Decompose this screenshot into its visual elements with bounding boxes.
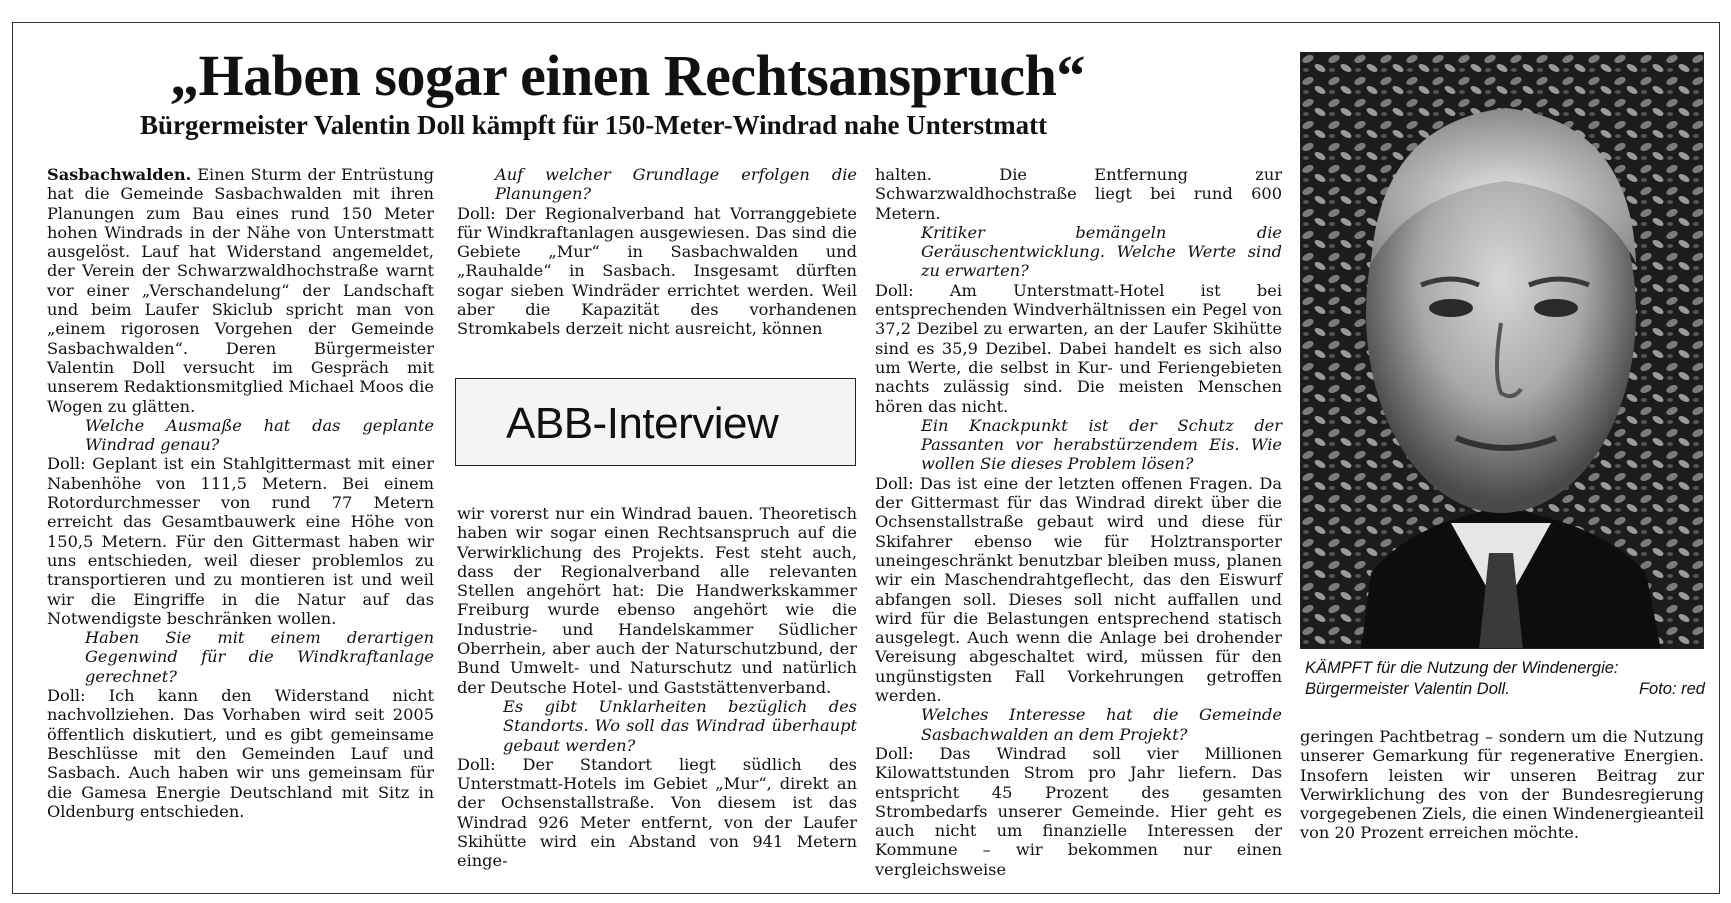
portrait-photo	[1300, 52, 1704, 649]
article-column-3	[875, 165, 1282, 879]
interview-question: Auf welcher Grundlage erfolgen die Planungen?	[495, 165, 857, 204]
interview-question: Haben Sie mit einem derartigen Gegenwind für die Windkraftanlage gerechnet?	[85, 628, 434, 686]
article-column-2-top	[457, 165, 857, 339]
interview-question: Welches Interesse hat die Gemeinde Sasbachwalden an dem Projekt?	[921, 705, 1282, 744]
interview-question: Welche Ausmaße hat das geplante Windrad genau?	[85, 415, 434, 455]
article-subheadline: Bürgermeister Valentin Doll kämpft für 150-Meter-Windrad nahe Unterstmatt	[140, 110, 1048, 140]
article-headline: „Haben sogar einen Rechtsanspruch“	[170, 43, 1085, 108]
portrait-photo-icon	[1301, 53, 1704, 649]
article-column-2-bottom	[457, 504, 857, 871]
interview-answer: Doll: Der Regionalverband hat Vorranggebiete für Windkraftanlagen ausgewiesen. Das sind die Gebiete „Mur“ in Sasbachwalden und „Rauhalde“ in Sasbach. Insgesamt dürften sogar sieben Windräder errichtet werden. Weil aber die Kapazität des vorhandenen Stromkabels derzeit nicht ausreicht, können	[457, 203, 857, 339]
article-column-4	[1300, 727, 1704, 843]
interview-answer: Doll: Das ist eine der letzten offenen Fragen. Da der Gittermast für das Windrad direkt über die Ochsenstallstraße gebaut wird und diese für Skifahrer ebenso wie für Holztransporter uneingeschränkt benutzbar bleiben muss, planen wir ein Maschendrahtgeflecht, das den Eiswurf abfangen soll. Dieses soll nicht auffallen und wird für die Belastungen entsprechend statisch ausgelegt. Auch wenn die Anlage bei drohender Vereisung abgeschaltet wird, müssen für den ungünstigsten Fall Vorkehrungen getroffen werden.	[875, 473, 1282, 706]
dateline: Sasbachwalden.	[47, 165, 192, 184]
interview-answer: Doll: Geplant ist ein Stahlgittermast mit einer Nabenhöhe von 111,5 Metern. Bei einem Rotordurchmesser von rund 77 Metern erreicht das Gesamtbauwerk eine Höhe von 150,5 Metern. Für den Gittermast haben wir uns entschieden, weil dieser problemlos zu transportieren und zu montieren ist und weil wir die Eingriffe in die Natur auf das Notwendigste beschränken wollen.	[47, 454, 434, 628]
interview-answer: Doll: Der Standort liegt südlich des Unterstmatt-Hotels im Gebiet „Mur“, direkt an der Ochsenstallstraße. Von diesem ist das Windrad 926 Meter entfernt, von der Laufer Skihütte wird ein Abstand von 941 Metern einge-	[457, 754, 857, 871]
interview-answer: Doll: Am Unterstmatt-Hotel ist bei entsprechenden Windverhältnissen ein Pegel von 37,2 Dezibel zu erwarten, an der Laufer Skihütte sind es 35,9 Dezibel. Dabei handelt es sich also um Werte, die selbst in Kur- und Feriengebieten nachts zulässig sind. Die meisten Menschen hören das nicht.	[875, 280, 1282, 416]
photo-caption	[1305, 658, 1705, 700]
interview-answer: halten. Die Entfernung zur Schwarzwaldhochstraße liegt bei rund 600 Metern.	[875, 165, 1282, 223]
interview-answer: geringen Pachtbetrag – sondern um die Nutzung unserer Gemarkung für regenerative Energien. Insofern leisten wir unseren Beitrag zur Verwirklichung des von der Bundesregierung vorgegebenen Ziels, die einen Windenergieanteil von 20 Prozent erreichen möchte.	[1300, 727, 1704, 843]
article-column-1	[47, 165, 434, 821]
interview-answer: Doll: Ich kann den Widerstand nicht nachvollziehen. Das Vorhaben wird seit 2005 öffentlich diskutiert, und es gibt gemeinsame Beschlüsse mit den Gemeinden Lauf und Sasbach. Auch haben wir uns gemeinsam für die Gamesa Energie Deutschland mit Sitz in Oldenburg entschieden.	[47, 686, 434, 821]
interview-label-box	[455, 378, 856, 466]
lead-paragraph	[47, 165, 434, 416]
interview-question: Es gibt Unklarheiten bezüglich des Standorts. Wo soll das Windrad überhaupt gebaut werden?	[503, 696, 857, 755]
caption-line: KÄMPFT für die Nutzung der Windenergie:	[1305, 659, 1619, 677]
caption-line-with-credit	[1305, 679, 1705, 700]
interview-question: Kritiker bemängeln die Geräuschentwicklung. Welche Werte sind zu erwarten?	[921, 222, 1282, 281]
interview-label: ABB-Interview	[506, 399, 779, 448]
photo-credit: Foto: red	[1638, 680, 1705, 698]
interview-answer: wir vorerst nur ein Windrad bauen. Theoretisch haben wir sogar einen Rechtsanspruch auf die Verwirklichung des Projekts. Fest steht auch, dass der Regionalverband alle relevanten Stellen angehört hat: Die Handwerkskammer Freiburg wurde ebenso angehört wie die Industrie- und Handelskammer Südlicher Oberrhein, aber auch der Naturschutzbund, der Bund Umwelt- und Naturschutz und natürlich der Deutsche Hotel- und Gaststättenverband.	[457, 504, 857, 697]
paragraph-text: Einen Sturm der Entrüstung hat die Gemeinde Sasbachwalden mit ihren Planungen zum Bau eines rund 150 Meter hohen Windrads in der Nähe von Unterstmatt ausgelöst. Lauf hat Widerstand angemeldet, der Verein der Schwarzwaldhochstraße warnt vor einer „Verschandelung“ der Landschaft und beim Laufer Skiclub spricht man von „einem rigorosen Vorgehen der Gemeinde Sasbachwalden“. Deren Bürgermeister Valentin Doll versucht im Gespräch mit unserem Redaktionsmitglied Michael Moos die Wogen zu glätten.	[47, 165, 434, 416]
caption-line: Bürgermeister Valentin Doll.	[1305, 680, 1510, 698]
interview-answer: Doll: Das Windrad soll vier Millionen Kilowattstunden Strom pro Jahr liefern. Das entspricht 45 Prozent des gesamten Strombedarfs unserer Gemeinde. Hier geht es auch nicht um finanzielle Interessen der Kommune – wir bekommen nur einen vergleichsweise	[875, 743, 1282, 879]
interview-question: Ein Knackpunkt ist der Schutz der Passanten vor herabstürzendem Eis. Wie wollen Sie dieses Problem lösen?	[921, 415, 1282, 474]
